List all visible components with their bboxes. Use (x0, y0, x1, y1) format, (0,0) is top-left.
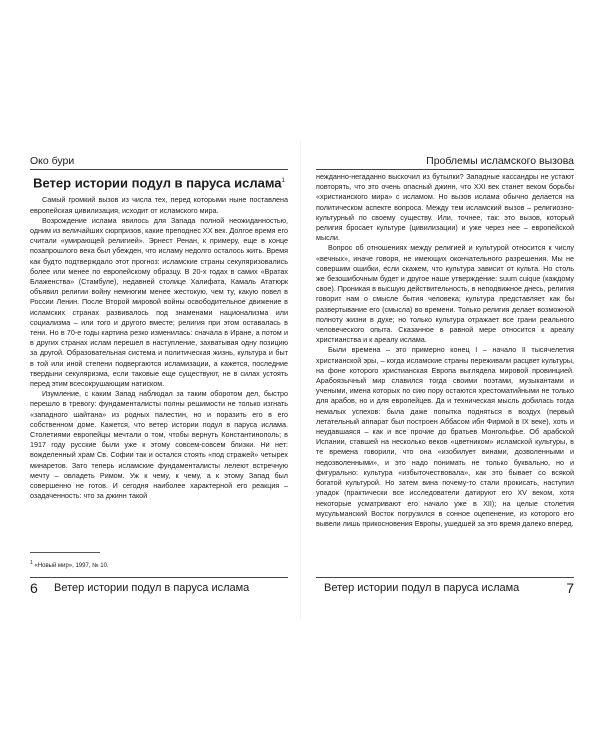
running-foot-title: Ветер истории подул в паруса ислама (54, 582, 250, 594)
left-running-foot (30, 577, 288, 600)
article-title (30, 174, 288, 190)
right-page (316, 155, 574, 600)
footnote-block (30, 548, 288, 576)
paragraph: Вопрос об отношениях между религией и культурой относится к числу «вечных», иначе говоря, не имеющих окончательного разрешения. Мы не совершим ошибки, если скажем, что культура зависит от культа. Но столь же безошибочным будет и другое наше утверждение: suum cuique (каждому свое). Проникая в высшую действительность, в неподвижное днесь, религия говорит нам о смысле бытия человека; культура представляет как бы развертывание его (смысла) во времени. Только религия делает возможной полноту жизни в духе; но только культура отражает все грани реального человеческого опыта. Сказанное в равной мере относится к ареалу христианства и к ареалу ислама. (316, 243, 574, 345)
right-page-body (316, 172, 574, 574)
paragraph: Были времена – это примерно конец I – начало II тысячелетия христианской эры, – когда исламские страны переживали расцвет культуры, на фоне которого христианская Европа выглядела мировой провинцией. Арабоязычный мир славился тогда своими поэтами, музыкантами и учеными, имена которых по сию пору остаются хрестоматийными не только для арабов, но и для европейцев. Да и техническая мысль добилась тогда немалых успехов: была даже попытка подняться в воздух (первый летательный аппарат был построен Аббасом ибн Фирмой в IX веке), хоть и неудавшаяся – как и все прочие до братьев Монгольфье. Об арабской Испании, ставшей на несколько веков «цветником» исламской культуры, в те времена говорили, что она «изобилует винами, дозволенными и недозволенными», и это надо понимать не только буквально, но и фигурально: культура «избыточествовала», как это бывает со всякой богатой культурой. Но затем вина почему-то стали прокисать, наступил упадок (практически все исследователи датируют его XV веком, хотя некоторые усматривают его начало уже в XII); на целые столетия мусульманский Восток погрузился в сонное оцепенение, из которого его вывели лишь прикосновения Европы, ушедшей за это время далеко вперед. (316, 345, 574, 528)
left-running-head: Око бури (30, 155, 288, 170)
article-title-text: Ветер истории подул в паруса ислама (33, 175, 282, 191)
right-running-head: Проблемы исламского вызова (316, 155, 574, 170)
footnote-rule (30, 552, 100, 553)
page-number: 6 (30, 580, 38, 596)
left-page (30, 155, 288, 600)
right-running-foot (316, 577, 574, 600)
left-page-body (30, 172, 288, 566)
page-number: 7 (566, 580, 574, 596)
footnote (30, 559, 288, 570)
footnote-text: «Новый мир», 1997, № 10. (34, 563, 109, 569)
book-gutter (300, 140, 301, 620)
running-foot-title: Ветер истории подул в паруса ислама (324, 582, 520, 594)
footnote-marker: 1 (30, 560, 33, 566)
paragraph: Возрождение ислама явилось для Запада полной неожиданностью, одним из величайших сюрпризов, какие преподнес XX век. Долгое время его считали «умирающей религией». Эрнест Ренан, к примеру, еще в конце позапрошлого века был убежден, что исламу недолго осталось жить. Время как будто подтверждало этот прогноз: исламские страны секуляризовались более или менее по европейскому образцу. В 20-х годах в самих «Вратах Блаженства» (Стамбуле), недавней столице Халифата, Камаль Ататюрк объявил религии войну немногим менее жестокую, чем ту, какую повел в России Ленин. После Второй мировой войны освободительное движение в исламских странах развивалось под знаменами национализма или социализма – или того и другого вместе; религия при этом оставалась в тени. Но в 70-е годы картина резко изменилась: сначала в Иране, а потом и в других странах ислам перешел в наступление, захватывая одну позицию за другой. Образовательная система и политическая жизнь, культура и быт в той или иной степени подвергаются исламизации, а кажется, последние твердыни секуляризма, если таковые еще существуют, не в силах устоять перед этим всесокрушающим натиском. (30, 215, 288, 388)
paragraph: Самый громкий вызов из числа тех, перед которыми ныне поставлена европейская цивилизация, исходит от исламского мира. (30, 195, 288, 215)
paragraph: нежданно-негаданно выскочил из бутылки? Западные кассандры не устают повторять, что это очень опасный джинн, что XXI век станет веком борьбы «христианского мира» с исламом. Но вызов ислама обычно делается на политическом аспекте вопроса. Между тем исламский вызов – религиозно-культурный по своему существу. Или, точнее, так: это вызов, который религия бросает культуре (цивилизации) и уже через нее – европейской мысли. (316, 172, 574, 243)
paragraph: Изумление, с каким Запад наблюдал за таким оборотом дел, быстро перешло в тревогу: фундаменталисты полны решимости не только изгнать «западного шайтана» из родных палестин, но и поразить его в его собственном доме. Кажется, что ветер истории подул в паруса ислама. Столетиями европейцы мечтали о том, чтобы вернуть Константинополь; в 1917 году русские были уже к этому совсем-совсем близки. Ни нет: вожделенный храм Св. Софии так и остался стоять «под стражей» четырех минаретов. Зато теперь исламские фундаменталисты лелеют встречную мечту – овладеть Римом. Уж к чему, к чему, а к этому Запад был совершенно не готов. И сегодня наиболее характерной его реакция – озадаченность: что за джинн такой (30, 389, 288, 501)
title-footnote-marker: 1 (281, 178, 285, 184)
